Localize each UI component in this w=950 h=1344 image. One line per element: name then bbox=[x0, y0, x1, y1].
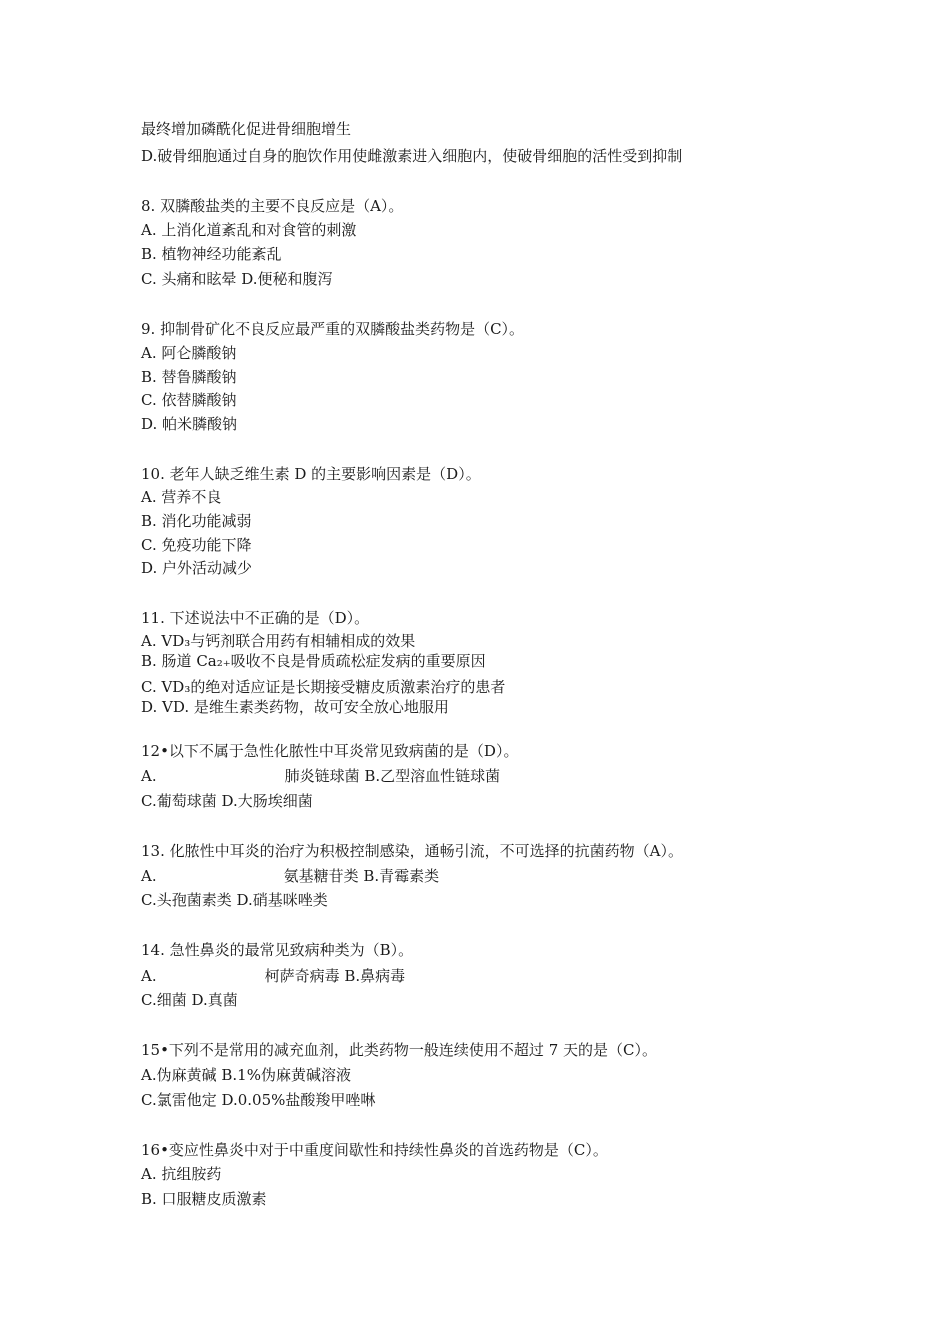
option-c-row: C.头孢菌素类 D.硝基咪唑类 bbox=[141, 891, 328, 909]
option-d: D. 帕米膦酸钠 bbox=[141, 415, 238, 433]
option-a-row bbox=[141, 866, 439, 886]
question-15: 15•下列不是常用的减充血剂，此类药物一般连续使用不超过 7 天的是（C）。 bbox=[141, 1041, 657, 1059]
option-c: C. 免疫功能下降 bbox=[141, 536, 252, 554]
option-a: A. VD₃与钙剂联合用药有相辅相成的效果 bbox=[141, 632, 416, 650]
option-a: A. 抗组胺药 bbox=[141, 1165, 222, 1183]
question-8: 8. 双膦酸盐类的主要不良反应是（A）。 bbox=[141, 197, 404, 215]
option-a-text: 肺炎链球菌 B.乙型溶血性链球菌 bbox=[284, 767, 501, 785]
option-a-row bbox=[141, 966, 405, 986]
option-a: A. 阿仑膦酸钠 bbox=[141, 344, 237, 362]
option-a-label: A. bbox=[141, 967, 157, 985]
option-c-row: C.氯雷他定 D.0.05%盐酸羧甲唑啉 bbox=[141, 1091, 376, 1109]
option-a-label: A. bbox=[141, 767, 157, 785]
option-c: C. 头痛和眩晕 D.便秘和腹泻 bbox=[141, 270, 333, 288]
option-d: D. VD. 是维生素类药物，故可安全放心地服用 bbox=[141, 698, 449, 716]
option-c: C. VD₃的绝对适应证是长期接受糖皮质激素治疗的患者 bbox=[141, 678, 506, 696]
option-a: A. 营养不良 bbox=[141, 488, 222, 506]
question-12: 12•以下不属于急性化脓性中耳炎常见致病菌的是（D）。 bbox=[141, 742, 519, 760]
option-c-row: C.葡萄球菌 D.大肠埃细菌 bbox=[141, 792, 313, 810]
option-d: D. 户外活动减少 bbox=[141, 559, 253, 577]
text-line: D.破骨细胞通过自身的胞饮作用使雌激素进入细胞内，使破骨细胞的活性受到抑制 bbox=[141, 147, 683, 165]
option-c: C. 依替膦酸钠 bbox=[141, 391, 237, 409]
option-c-row: C.细菌 D.真菌 bbox=[141, 991, 238, 1009]
option-a-text: 柯萨奇病毒 B.鼻病毒 bbox=[264, 967, 406, 985]
question-10: 10. 老年人缺乏维生素 D 的主要影响因素是（D）。 bbox=[141, 465, 481, 483]
option-b: B. 替鲁膦酸钠 bbox=[141, 368, 237, 386]
text-line: 最终增加磷酰化促进骨细胞增生 bbox=[141, 120, 352, 138]
option-a-row: A.伪麻黄碱 B.1%伪麻黄碱溶液 bbox=[141, 1066, 351, 1084]
option-a-label: A. bbox=[141, 867, 157, 885]
option-b: B. 消化功能减弱 bbox=[141, 512, 252, 530]
question-14: 14. 急性鼻炎的最常见致病种类为（B）。 bbox=[141, 941, 414, 959]
option-b: B. 植物神经功能紊乱 bbox=[141, 245, 282, 263]
question-9: 9. 抑制骨矿化不良反应最严重的双膦酸盐类药物是（C）。 bbox=[141, 320, 525, 338]
question-16: 16•变应性鼻炎中对于中重度间歇性和持续性鼻炎的首选药物是（C）。 bbox=[141, 1141, 608, 1159]
question-11: 11. 下述说法中不正确的是（D）。 bbox=[141, 609, 370, 627]
option-b: B. 肠道 Ca₂₊吸收不良是骨质疏松症发病的重要原因 bbox=[141, 652, 486, 670]
option-b: B. 口服糖皮质激素 bbox=[141, 1190, 267, 1208]
option-a-text: 氨基糖苷类 B.青霉素类 bbox=[283, 867, 440, 885]
option-a-row bbox=[141, 766, 500, 786]
question-13: 13. 化脓性中耳炎的治疗为积极控制感染，通畅引流，不可选择的抗菌药物（A）。 bbox=[141, 842, 683, 860]
option-a: A. 上消化道紊乱和对食管的刺激 bbox=[141, 221, 357, 239]
